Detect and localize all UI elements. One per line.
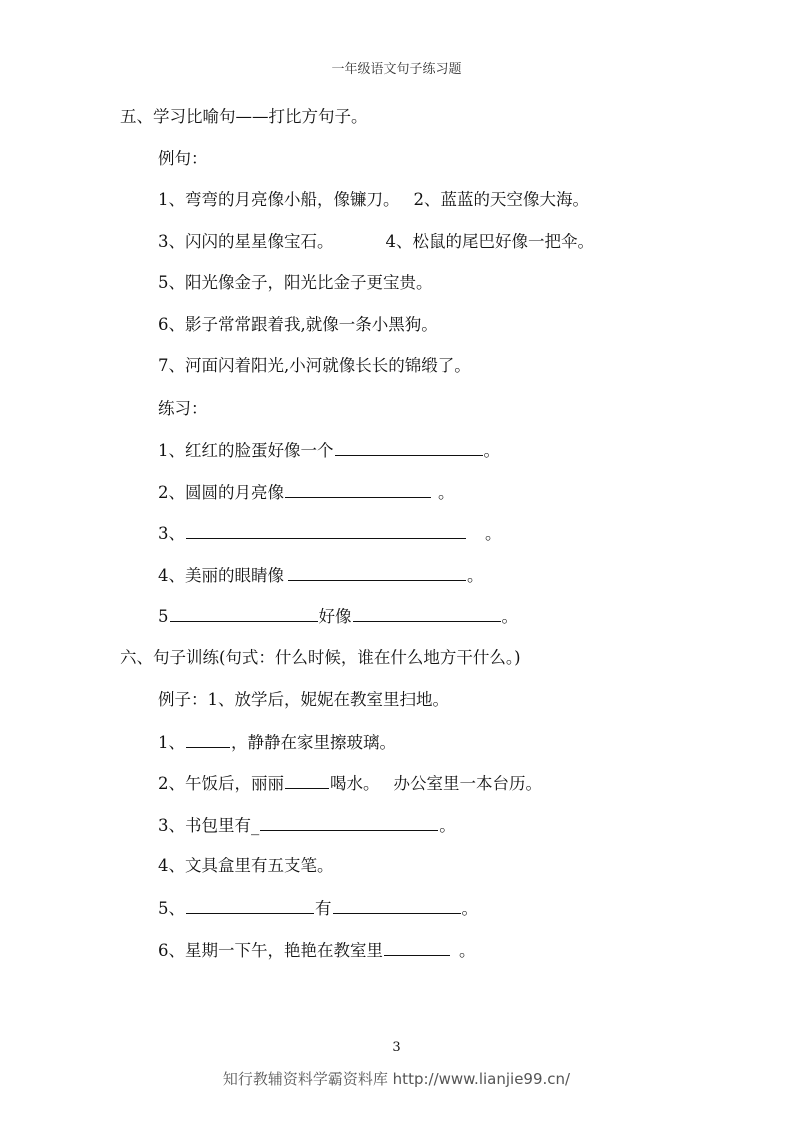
training-prompt: 2、午饭后，丽丽 [158, 774, 284, 793]
fill-blank[interactable] [285, 479, 431, 498]
training-end: 。 [461, 899, 478, 918]
practice-item-1 [158, 437, 500, 463]
example-sentence: 3、闪闪的星星像宝石。 [158, 232, 334, 251]
training-item-2 [158, 770, 542, 796]
fill-blank[interactable] [335, 437, 483, 456]
fill-blank[interactable] [186, 520, 466, 539]
example-sentence: 5、阳光像金子，阳光比金子更宝贵。 [158, 273, 433, 292]
practice-item-5 [158, 603, 518, 629]
training-end: 。 [459, 941, 476, 960]
example-row [158, 229, 594, 255]
training-item-1 [158, 729, 396, 755]
practice-item-3 [158, 520, 502, 546]
training-item-6 [158, 937, 476, 963]
training-prompt: 3、书包里有_ [158, 816, 260, 835]
practice-end: 。 [483, 441, 500, 460]
training-end: 喝水。 [330, 774, 380, 793]
training-prompt: 5、 [158, 899, 185, 918]
fill-blank[interactable] [353, 603, 501, 622]
page-number: 3 [392, 1040, 401, 1055]
example-row [158, 187, 589, 213]
practice-prompt: 1、红红的脸蛋好像一个 [158, 441, 334, 460]
practice-prompt: 5 [158, 607, 169, 626]
practice-item-4 [158, 562, 484, 588]
training-item-3 [158, 812, 456, 838]
practice-item-2 [158, 479, 455, 505]
training-prompt: 1、 [158, 733, 185, 752]
fill-blank[interactable] [186, 729, 230, 748]
practice-end: 。 [485, 524, 502, 543]
example-sentence: 1、弯弯的月亮像小船，像镰刀。 [158, 190, 400, 209]
practice-prompt: 3、 [158, 524, 185, 543]
footer-watermark: 知行教辅资料学霸资料库 http://www.lianjie99.cn/ [222, 1070, 571, 1088]
fill-blank[interactable] [288, 562, 466, 581]
training-extra: 办公室里一本台历。 [393, 774, 542, 793]
training-end: 。 [439, 816, 456, 835]
example-sentence: 2、蓝蓝的天空像大海。 [413, 190, 589, 209]
fill-blank[interactable] [285, 770, 329, 789]
training-item-4: 4、文具盒里有五支笔。 [158, 856, 334, 875]
section5-title: 五、学习比喻句——打比方句子。 [120, 107, 368, 126]
practice-prompt: 4、美丽的眼睛像 [158, 566, 284, 585]
page-header: 一年级语文句子练习题 [331, 62, 462, 77]
practice-middle: 好像 [318, 607, 352, 626]
training-middle: 有 [315, 899, 332, 918]
practice-prompt: 2、圆圆的月亮像 [158, 483, 284, 502]
practice-end: 。 [438, 483, 455, 502]
practice-end: 。 [467, 566, 484, 585]
fill-blank[interactable] [170, 603, 318, 622]
fill-blank[interactable] [333, 895, 461, 914]
example-sentence: 4、松鼠的尾巴好像一把伞。 [385, 232, 594, 251]
practice-end: 。 [501, 607, 518, 626]
fill-blank[interactable] [384, 937, 450, 956]
section6-example: 例子：1、放学后，妮妮在教室里扫地。 [158, 690, 449, 709]
training-item-5 [158, 895, 478, 921]
training-prompt: 6、星期一下午，艳艳在教室里 [158, 941, 383, 960]
fill-blank[interactable] [186, 895, 314, 914]
example-sentence: 7、河面闪着阳光,小河就像长长的锦缎了。 [158, 356, 471, 375]
example-label: 例句： [158, 149, 208, 168]
fill-blank[interactable] [260, 812, 438, 831]
example-sentence: 6、影子常常跟着我,就像一条小黑狗。 [158, 315, 438, 334]
section6-title: 六、句子训练(句式：什么时候，谁在什么地方干什么。) [120, 648, 521, 667]
training-end: ，静静在家里擦玻璃。 [231, 733, 396, 752]
practice-label: 练习： [158, 399, 208, 418]
